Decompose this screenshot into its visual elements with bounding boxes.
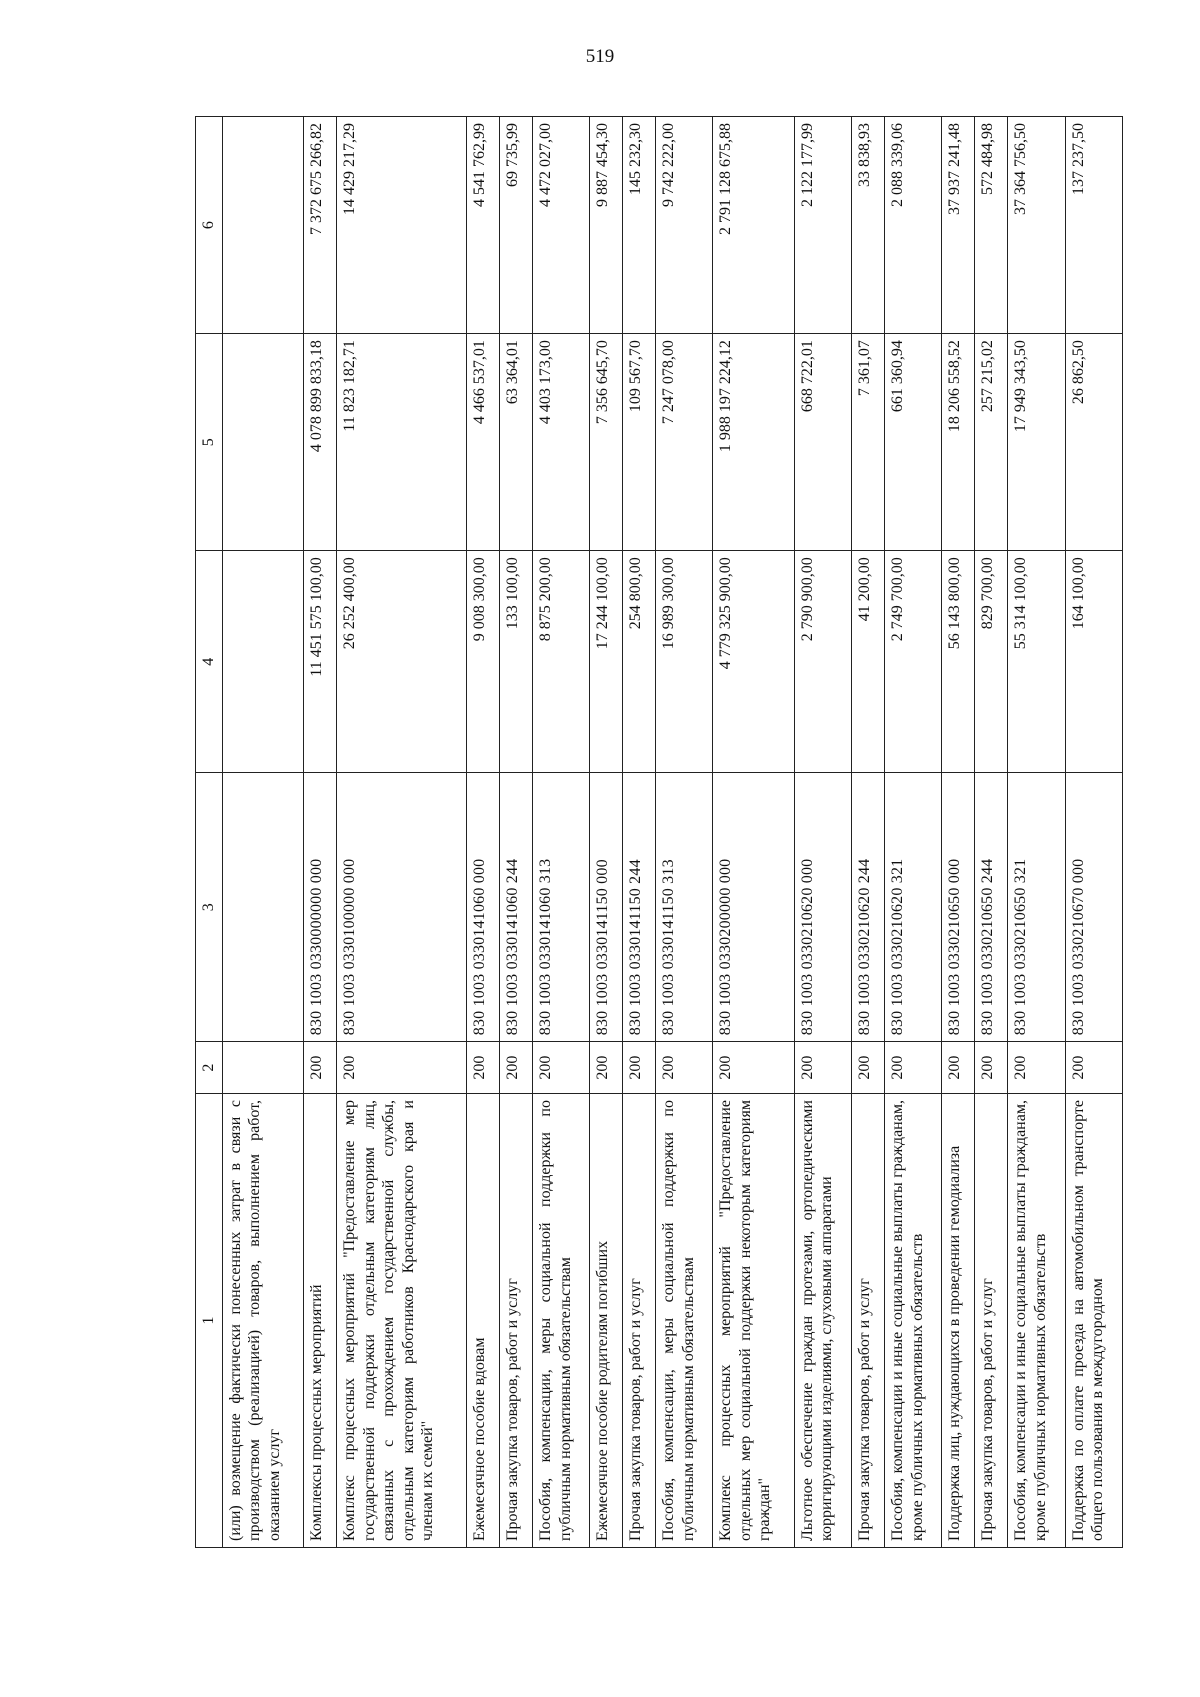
row-name-cell: Ежемесячное пособие вдовам — [467, 1094, 500, 1548]
row-code-cell: 830 1003 0330100000 000 — [337, 773, 467, 1042]
row-executed-cell: 7 361,07 — [852, 334, 885, 551]
row-remainder-cell: 37 364 756,50 — [1008, 117, 1065, 334]
row-code-cell: 830 1003 0330210650 321 — [1008, 773, 1065, 1042]
table-row — [590, 117, 623, 1548]
row-plan-cell: 41 200,00 — [852, 551, 885, 773]
row-type-cell: 200 — [467, 1042, 500, 1094]
row-remainder-cell: 33 838,93 — [852, 117, 885, 334]
table-row — [975, 117, 1008, 1548]
row-plan-cell: 254 800,00 — [623, 551, 656, 773]
row-plan-cell: 55 314 100,00 — [1008, 551, 1065, 773]
row-plan-cell — [222, 551, 304, 773]
row-executed-cell: 257 215,02 — [975, 334, 1008, 551]
row-plan-cell: 16 989 300,00 — [656, 551, 713, 773]
row-name-cell: Пособия, компенсации, меры социальной поддержки по публичным нормативным обязательствам — [656, 1094, 713, 1548]
page-number: 519 — [585, 46, 615, 67]
table-row — [713, 117, 795, 1548]
column-header: 4 — [196, 551, 223, 773]
row-type-cell: 200 — [304, 1042, 337, 1094]
row-type-cell: 200 — [975, 1042, 1008, 1094]
table-row — [1008, 117, 1065, 1548]
row-executed-cell: 17 949 343,50 — [1008, 334, 1065, 551]
table-row — [885, 117, 942, 1548]
row-executed-cell: 4 078 899 833,18 — [304, 334, 337, 551]
row-plan-cell: 8 875 200,00 — [533, 551, 590, 773]
row-executed-cell: 63 364,01 — [500, 334, 533, 551]
row-remainder-cell: 9 742 222,00 — [656, 117, 713, 334]
row-code-cell: 830 1003 0330210620 321 — [885, 773, 942, 1042]
row-remainder-cell: 2 088 339,06 — [885, 117, 942, 334]
row-plan-cell: 9 008 300,00 — [467, 551, 500, 773]
row-type-cell: 200 — [713, 1042, 795, 1094]
row-type-cell: 200 — [623, 1042, 656, 1094]
row-executed-cell: 7 356 645,70 — [590, 334, 623, 551]
row-executed-cell: 661 360,94 — [885, 334, 942, 551]
row-plan-cell: 829 700,00 — [975, 551, 1008, 773]
row-plan-cell: 2 749 700,00 — [885, 551, 942, 773]
table-row — [304, 117, 337, 1548]
budget-table — [195, 116, 1123, 1548]
row-remainder-cell — [222, 117, 304, 334]
column-header: 2 — [196, 1042, 223, 1094]
row-code-cell — [222, 773, 304, 1042]
row-code-cell: 830 1003 0330210620 000 — [794, 773, 851, 1042]
column-header: 1 — [196, 1094, 223, 1548]
row-executed-cell: 4 403 173,00 — [533, 334, 590, 551]
row-remainder-cell: 2 791 128 675,88 — [713, 117, 795, 334]
column-header: 6 — [196, 117, 223, 334]
row-code-cell: 830 1003 0330141150 313 — [656, 773, 713, 1042]
row-remainder-cell: 69 735,99 — [500, 117, 533, 334]
row-name-cell: Пособия, компенсации и иные социальные выплаты гражданам, кроме публичных нормативных обязательств — [885, 1094, 942, 1548]
row-executed-cell — [222, 334, 304, 551]
rotated-table-container — [195, 116, 1123, 1548]
row-name-cell: Комплекс процессных мероприятий "Предоставление отдельных мер социальной поддержки некоторым категориям граждан" — [713, 1094, 795, 1548]
row-type-cell: 200 — [794, 1042, 851, 1094]
row-type-cell: 200 — [852, 1042, 885, 1094]
row-plan-cell: 2 790 900,00 — [794, 551, 851, 773]
row-plan-cell: 17 244 100,00 — [590, 551, 623, 773]
row-remainder-cell: 137 237,50 — [1065, 117, 1122, 334]
row-code-cell: 830 1003 0330200000 000 — [713, 773, 795, 1042]
row-type-cell: 200 — [1065, 1042, 1122, 1094]
row-executed-cell: 4 466 537,01 — [467, 334, 500, 551]
row-executed-cell: 668 722,01 — [794, 334, 851, 551]
row-name-cell: Прочая закупка товаров, работ и услуг — [500, 1094, 533, 1548]
row-name-cell: Комплексы процессных мероприятий — [304, 1094, 337, 1548]
row-code-cell: 830 1003 0330141150 244 — [623, 773, 656, 1042]
row-executed-cell: 18 206 558,52 — [942, 334, 975, 551]
row-type-cell: 200 — [1008, 1042, 1065, 1094]
row-name-cell: Прочая закупка товаров, работ и услуг — [623, 1094, 656, 1548]
row-type-cell: 200 — [533, 1042, 590, 1094]
row-type-cell: 200 — [590, 1042, 623, 1094]
row-executed-cell: 7 247 078,00 — [656, 334, 713, 551]
row-remainder-cell: 37 937 241,48 — [942, 117, 975, 334]
table-row — [942, 117, 975, 1548]
row-executed-cell: 109 567,70 — [623, 334, 656, 551]
row-code-cell: 830 1003 0330141060 313 — [533, 773, 590, 1042]
header-row — [196, 117, 223, 1548]
row-plan-cell: 133 100,00 — [500, 551, 533, 773]
row-code-cell: 830 1003 0330210670 000 — [1065, 773, 1122, 1042]
row-plan-cell: 164 100,00 — [1065, 551, 1122, 773]
row-name-cell: (или) возмещение фактически понесенных затрат в связи с производством (реализацией) товаров, выполнением работ, оказанием услуг — [222, 1094, 304, 1548]
row-remainder-cell: 145 232,30 — [623, 117, 656, 334]
table-row — [794, 117, 851, 1548]
row-type-cell: 200 — [500, 1042, 533, 1094]
row-name-cell: Поддержка лиц, нуждающихся в проведении гемодиализа — [942, 1094, 975, 1548]
row-code-cell: 830 1003 0330141060 000 — [467, 773, 500, 1042]
row-name-cell: Прочая закупка товаров, работ и услуг — [975, 1094, 1008, 1548]
row-name-cell: Пособия, компенсации, меры социальной поддержки по публичным нормативным обязательствам — [533, 1094, 590, 1548]
row-executed-cell: 26 862,50 — [1065, 334, 1122, 551]
row-remainder-cell: 14 429 217,29 — [337, 117, 467, 334]
row-code-cell: 830 1003 0330210650 000 — [942, 773, 975, 1042]
row-name-cell: Поддержка по оплате проезда на автомобильном транспорте общего пользования в междугородном — [1065, 1094, 1122, 1548]
table-row — [852, 117, 885, 1548]
table-row — [337, 117, 467, 1548]
row-name-cell: Прочая закупка товаров, работ и услуг — [852, 1094, 885, 1548]
table-row — [222, 117, 304, 1548]
row-remainder-cell: 4 472 027,00 — [533, 117, 590, 334]
row-code-cell: 830 1003 0330000000 000 — [304, 773, 337, 1042]
row-code-cell: 830 1003 0330141150 000 — [590, 773, 623, 1042]
row-remainder-cell: 9 887 454,30 — [590, 117, 623, 334]
row-code-cell: 830 1003 0330210620 244 — [852, 773, 885, 1042]
table-row — [1065, 117, 1122, 1548]
row-plan-cell: 56 143 800,00 — [942, 551, 975, 773]
row-type-cell — [222, 1042, 304, 1094]
row-type-cell: 200 — [337, 1042, 467, 1094]
table-row — [533, 117, 590, 1548]
row-executed-cell: 1 988 197 224,12 — [713, 334, 795, 551]
row-type-cell: 200 — [942, 1042, 975, 1094]
row-type-cell: 200 — [656, 1042, 713, 1094]
row-plan-cell: 11 451 575 100,00 — [304, 551, 337, 773]
row-name-cell: Пособия, компенсации и иные социальные выплаты гражданам, кроме публичных нормативных обязательств — [1008, 1094, 1065, 1548]
row-remainder-cell: 572 484,98 — [975, 117, 1008, 334]
row-name-cell: Ежемесячное пособие родителям погибших — [590, 1094, 623, 1548]
row-type-cell: 200 — [885, 1042, 942, 1094]
row-name-cell: Льготное обеспечение граждан протезами, ортопедическими корригирующими изделиями, слуховыми аппаратами — [794, 1094, 851, 1548]
row-remainder-cell: 2 122 177,99 — [794, 117, 851, 334]
row-executed-cell: 11 823 182,71 — [337, 334, 467, 551]
row-remainder-cell: 7 372 675 266,82 — [304, 117, 337, 334]
row-name-cell: Комплекс процессных мероприятий "Предоставление мер государственной поддержки отдельным категориям лиц, связанных с прохождением государственной службы, отдельным категориям работников Краснодарского края и членам их семей" — [337, 1094, 467, 1548]
column-header: 5 — [196, 334, 223, 551]
table-row — [467, 117, 500, 1548]
column-header: 3 — [196, 773, 223, 1042]
table-row — [623, 117, 656, 1548]
row-plan-cell: 26 252 400,00 — [337, 551, 467, 773]
row-code-cell: 830 1003 0330141060 244 — [500, 773, 533, 1042]
row-remainder-cell: 4 541 762,99 — [467, 117, 500, 334]
table-row — [500, 117, 533, 1548]
row-plan-cell: 4 779 325 900,00 — [713, 551, 795, 773]
row-code-cell: 830 1003 0330210650 244 — [975, 773, 1008, 1042]
table-row — [656, 117, 713, 1548]
